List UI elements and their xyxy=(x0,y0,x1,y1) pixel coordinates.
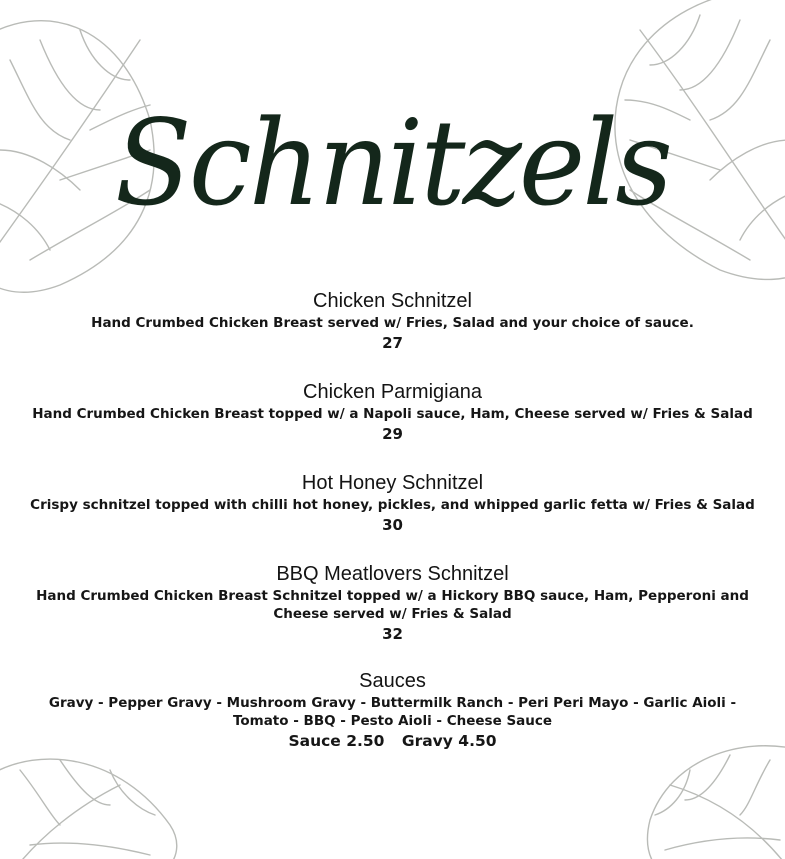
item-price: 29 xyxy=(382,425,403,443)
gravy-price: Gravy 4.50 xyxy=(401,732,497,750)
item-name: Chicken Parmigiana xyxy=(303,381,482,403)
page-title: Schnitzels xyxy=(114,94,671,232)
sauce-price: Sauce 2.50 xyxy=(288,732,385,750)
item-description: Hand Crumbed Chicken Breast topped w/ a Napoli sauce, Ham, Cheese served w/ Fries & Salad xyxy=(32,406,753,422)
sauces-list: Gravy - Pepper Gravy - Mushroom Gravy - Buttermilk Ranch - Peri Peri Mayo - Garlic Aioli - Tomato - BBQ - Pesto Aioli - Cheese Sauce xyxy=(48,695,737,729)
item-price: 32 xyxy=(382,625,403,643)
sauces-heading: Sauces xyxy=(359,670,426,692)
menu-item xyxy=(20,561,765,645)
menu-list xyxy=(20,288,765,777)
menu-item xyxy=(20,379,765,445)
sauces-section xyxy=(20,668,765,752)
item-price: 27 xyxy=(382,334,403,352)
item-description: Crispy schnitzel topped with chilli hot honey, pickles, and whipped garlic fetta w/ Fries & Salad xyxy=(30,497,755,513)
menu-item xyxy=(20,470,765,536)
item-name: Chicken Schnitzel xyxy=(313,290,472,312)
item-description: Hand Crumbed Chicken Breast Schnitzel topped w/ a Hickory BBQ sauce, Ham, Pepperoni and Cheese served w/ Fries & Salad xyxy=(36,588,749,622)
item-name: BBQ Meatlovers Schnitzel xyxy=(276,563,509,585)
item-description: Hand Crumbed Chicken Breast served w/ Fries, Salad and your choice of sauce. xyxy=(91,315,694,331)
menu-item xyxy=(20,288,765,354)
item-name: Hot Honey Schnitzel xyxy=(301,472,484,494)
sauces-prices xyxy=(20,730,765,752)
item-price: 30 xyxy=(382,516,403,534)
